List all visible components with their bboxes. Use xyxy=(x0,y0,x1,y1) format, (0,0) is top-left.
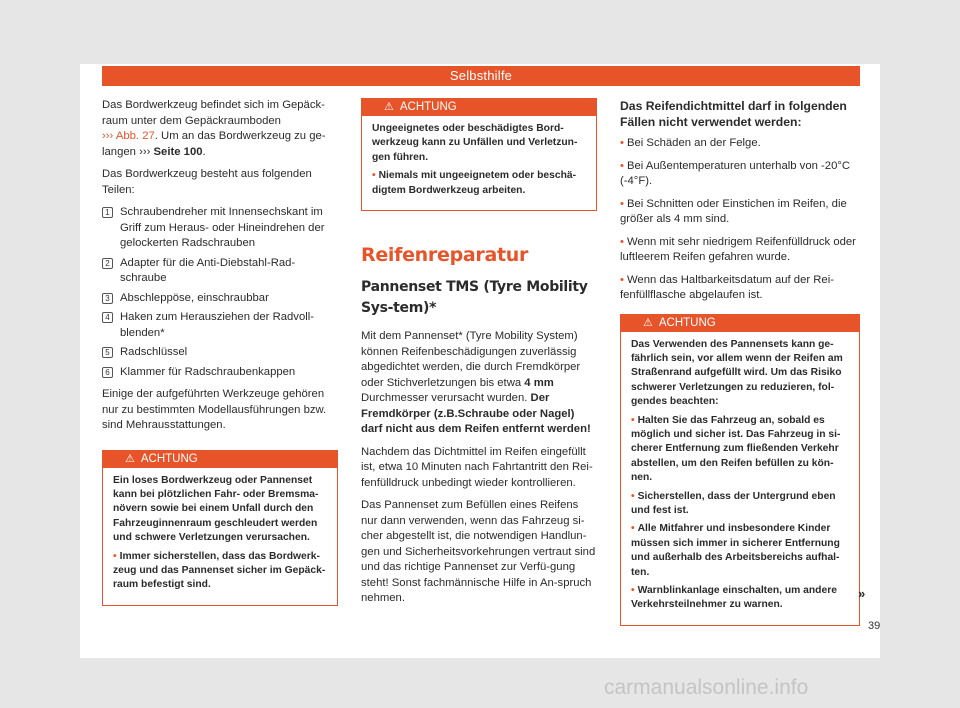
section-heading: Pannenset TMS (Tyre Mobility Sys-tem)* xyxy=(361,279,588,317)
item-number: 2 xyxy=(102,258,113,269)
paragraph: Das Pannenset zum Befüllen eines Reifens nur dann verwenden, wenn das Fahrzeug si-cher abgestellt ist, die notwendigen Handlun-gen und Sicherheitsvorkehrungen vertraut sind und das richtige Pannenset zur Verfü-gung steht! Sonst fachmännische Hilfe in An-spruch nehmen. xyxy=(361,499,596,605)
warning-bullet: • Warnblinkanlage einschalten, um andere Verkehrsteilnehmer zu warnen. xyxy=(631,585,837,611)
bullet-icon: • xyxy=(631,490,635,502)
tool-list xyxy=(102,205,338,380)
page-reference-link[interactable]: Seite 100 xyxy=(153,145,203,158)
bullet-icon: • xyxy=(372,170,376,182)
section-header xyxy=(102,66,860,86)
list-item: 2 Adapter für die Anti-Diebstahl-Rad-schraube xyxy=(102,256,338,287)
warning-bullet: • Sicherstellen, dass der Untergrund eben und fest ist. xyxy=(631,490,836,516)
bullet-icon: • xyxy=(631,585,635,596)
warning-bullet: • Niemals mit ungeeignetem oder beschä-digtem Bordwerkzeug arbeiten. xyxy=(372,170,577,196)
bullet-icon: • xyxy=(620,137,624,149)
bullet-icon: • xyxy=(620,235,624,248)
subsection-heading: Das Reifendichtmittel darf in folgenden Fällen nicht verwendet werden: xyxy=(620,99,847,129)
section-title: Selbsthilfe xyxy=(449,68,513,83)
bullet-icon: • xyxy=(620,159,624,172)
item-number: 1 xyxy=(102,207,113,218)
paragraph: Nachdem das Dichtmittel im Reifen eingefüllt ist, etwa 10 Minuten nach Fahrtantritt den Rei-fenfülldruck unbedingt wieder kontrollieren. xyxy=(361,445,593,489)
item-number: 5 xyxy=(102,347,113,358)
warning-header: ⚠ ACHTUNG xyxy=(621,315,859,332)
bullet-icon: • xyxy=(631,523,635,535)
tools-outro: Einige der aufgeführten Werkzeuge gehören nur zu bestimmten Modellausführungen bzw. sind Mehrausstattungen. xyxy=(102,388,327,431)
warning-bullet: • Immer sicherstellen, dass das Bordwerk-zeug und das Pannenset sicher im Gepäck-raum befestigt sind. xyxy=(113,550,326,591)
warning-text: Ungeeignetes oder beschädigtes Bord-werkzeug kann zu Unfällen und Verletzun-gen führen. xyxy=(372,123,578,163)
item-number: 4 xyxy=(102,312,113,323)
warning-box xyxy=(102,450,338,606)
warning-triangle-icon: ⚠ xyxy=(125,452,135,465)
list-item: 3 Abschleppöse, einschraubbar xyxy=(102,291,338,307)
list-item: 6 Klammer für Radschraubenkappen xyxy=(102,365,338,381)
bullet-item: • Bei Außentemperaturen unterhalb von -20°C (-4°F). xyxy=(620,159,851,187)
chapter-heading: Reifenreparatur xyxy=(361,244,529,267)
item-number: 6 xyxy=(102,367,113,378)
bullet-item: • Wenn mit sehr niedrigem Reifenfülldruck oder luftleerem Reifen gefahren wurde. xyxy=(620,235,856,263)
bullet-item: • Wenn das Haltbarkeitsdatum auf der Rei-fenfüllflasche abgelaufen ist. xyxy=(620,273,834,301)
tools-intro: Das Bordwerkzeug besteht aus folgenden Teilen: xyxy=(102,168,312,196)
item-number: 3 xyxy=(102,293,113,304)
bullet-icon: • xyxy=(620,197,624,210)
list-item: 4 Haken zum Herausziehen der Radvoll-blenden* xyxy=(102,310,338,341)
bullet-item: • Bei Schnitten oder Einstichen im Reifen, die größer als 4 mm sind. xyxy=(620,197,847,225)
bullet-item: • Bei Schäden an der Felge. xyxy=(620,137,761,149)
warning-triangle-icon: ⚠ xyxy=(384,101,394,113)
page-number: 39 xyxy=(868,620,881,632)
paragraph: Mit dem Pannenset* (Tyre Mobility System) können Reifenbeschädigungen zuverlässig abgedichtet werden, die durch Fremdkörper oder Stichverletzungen bis etwa 4 mm Durchmesser verursacht wurden. Der Fremdkörper (z.B.Schraube oder Nagel) darf nicht aus dem Reifen entfernt werden! xyxy=(361,330,591,436)
warning-bullet: • Alle Mitfahrer und insbesondere Kinder müssen sich immer in sicherer Entfernung und außerhalb des Arbeitsbereichs aufhal-ten. xyxy=(631,523,840,578)
list-item: 5 Radschlüssel xyxy=(102,345,338,361)
column-2 xyxy=(361,98,597,614)
warning-triangle-icon: ⚠ xyxy=(643,316,653,329)
watermark: carmanualsonline.info xyxy=(604,676,809,699)
warning-box xyxy=(620,314,860,626)
figure-link[interactable]: Abb. 27 xyxy=(115,130,155,142)
warning-header: ⚠ ACHTUNG xyxy=(362,99,596,116)
column-1 xyxy=(102,98,338,606)
bullet-icon: • xyxy=(620,273,624,286)
continue-marker: » xyxy=(858,586,866,601)
warning-bullet: • Halten Sie das Fahrzeug an, sobald es möglich und sicher ist. Das Fahrzeug in si-cherer Entfernung zum fließenden Verkehr abstellen, um den Reifen befüllen zu kön-nen. xyxy=(631,414,841,484)
list-item: 1 Schraubendreher mit Innensechskant im Griff zum Heraus- oder Hineindrehen der gelockerten Radschrauben xyxy=(102,205,338,252)
intro-paragraph: Das Bordwerkzeug befindet sich im Gepäck-raum unter dem Gepäckraumboden ››› Abb. 27. Um an das Bordwerkzeug zu ge-langen ››› Seite 100. xyxy=(102,99,326,158)
warning-text: Das Verwenden des Pannensets kann ge-fährlich sein, vor allem wenn der Reifen am Straßenrand aufgefüllt wird. Um das Risiko schwerer Verletzungen zu reduzieren, fol-gendes beachten: xyxy=(631,338,843,408)
bullet-icon: • xyxy=(113,550,117,562)
bullet-icon: • xyxy=(631,414,635,426)
warning-box xyxy=(361,98,597,211)
warning-header: ⚠ ACHTUNG xyxy=(103,451,337,468)
column-3 xyxy=(620,98,860,626)
warning-text: Ein loses Bordwerkzeug oder Pannenset kann bei plötzlichen Fahr- oder Bremsma-növern sowie bei einem Unfall durch den Fahrzeuginnenraum geschleudert werden und schwere Verletzungen verursachen. xyxy=(113,474,319,544)
